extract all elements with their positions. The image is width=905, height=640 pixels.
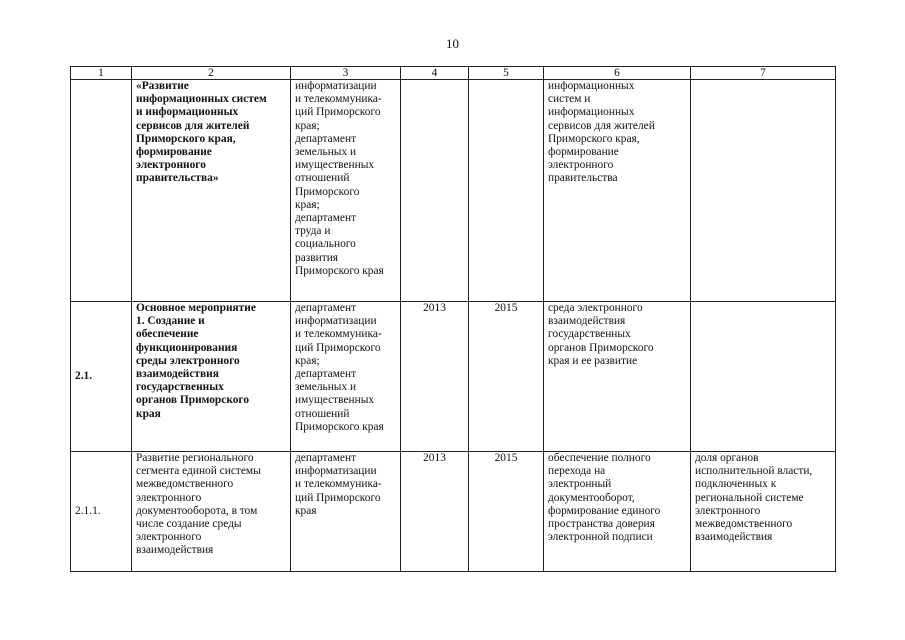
column-number-2: 2 — [132, 67, 291, 80]
responsible-executor: информатизации и телекоммуника- ций Приморского края; департамент земельных и имущественных отношений Приморского края; департамент труда и социального развития Приморского края — [291, 80, 401, 302]
activity-title: Основное мероприятие 1. Создание и обеспечение функционирования среды электронного взаимодействия государственных органов Приморского края — [132, 302, 291, 452]
table-row — [71, 452, 836, 572]
expected-result: обеспечение полного перехода на электронный документооборот, формирование единого пространства доверия электронной подписи — [544, 452, 691, 572]
start-year: 2013 — [401, 452, 469, 572]
activity-title: Развитие регионального сегмента единой системы межведомственного электронного документооборота, в том числе создание среды электронного взаимодействия — [132, 452, 291, 572]
expected-result: информационных систем и информационных сервисов для жителей Приморского края, формирование электронного правительства — [544, 80, 691, 302]
responsible-executor: департамент информатизации и телекоммуника- ций Приморского края — [291, 452, 401, 572]
table-row — [71, 302, 836, 452]
table-row — [71, 80, 836, 302]
row-number: 2.1.1. — [71, 452, 132, 572]
page-number: 10 — [446, 36, 459, 51]
indicator — [691, 80, 836, 302]
row-number — [71, 80, 132, 302]
activity-title: «Развитие информационных систем и информационных сервисов для жителей Приморского края, формирование электронного правительства» — [132, 80, 291, 302]
row-number: 2.1. — [71, 302, 132, 452]
column-number-4: 4 — [401, 67, 469, 80]
indicator — [691, 302, 836, 452]
program-activities-table — [70, 66, 836, 572]
column-number-row — [71, 67, 836, 80]
start-year: 2013 — [401, 302, 469, 452]
start-year — [401, 80, 469, 302]
column-number-7: 7 — [691, 67, 836, 80]
indicator: доля органов исполнительной власти, подключенных к региональной системе электронного межведомственного взаимодействия — [691, 452, 836, 572]
column-number-1: 1 — [71, 67, 132, 80]
end-year — [469, 80, 544, 302]
end-year: 2015 — [469, 302, 544, 452]
column-number-6: 6 — [544, 67, 691, 80]
end-year: 2015 — [469, 452, 544, 572]
expected-result: среда электронного взаимодействия государственных органов Приморского края и ее развитие — [544, 302, 691, 452]
responsible-executor: департамент информатизации и телекоммуника- ций Приморского края; департамент земельных и имущественных отношений Приморского края — [291, 302, 401, 452]
column-number-3: 3 — [291, 67, 401, 80]
column-number-5: 5 — [469, 67, 544, 80]
